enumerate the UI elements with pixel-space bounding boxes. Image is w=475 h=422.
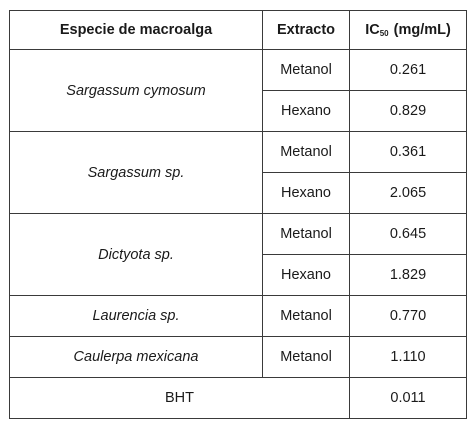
extract-cell: Metanol [263,132,350,173]
species-cell: Laurencia sp. [10,296,263,337]
ic50-cell: 0.829 [350,91,467,132]
extract-cell: Metanol [263,50,350,91]
extract-cell: Hexano [263,255,350,296]
species-cell: Caulerpa mexicana [10,337,263,378]
species-cell: Sargassum sp. [10,132,263,214]
table-row [10,50,467,91]
reference-row [10,378,467,419]
species-cell: Dictyota sp. [10,214,263,296]
ic50-table [9,10,467,419]
ic50-cell: 1.110 [350,337,467,378]
table-row [10,296,467,337]
extract-cell: Metanol [263,337,350,378]
species-cell: Sargassum cymosum [10,50,263,132]
ic50-cell: 2.065 [350,173,467,214]
table-row [10,132,467,173]
species-header: Especie de macroalga [10,11,263,50]
extract-cell: Metanol [263,214,350,255]
ic50-cell: 0.261 [350,50,467,91]
extract-header: Extracto [263,11,350,50]
ic50-cell: 0.011 [350,378,467,419]
reference-label-cell: BHT [10,378,350,419]
ic-label: IC [365,22,380,38]
extract-cell: Hexano [263,91,350,132]
extract-cell: Hexano [263,173,350,214]
ic-unit: (mg/mL) [389,22,451,38]
ic-subscript: 50 [379,29,389,38]
header-row [10,11,467,50]
ic50-cell: 0.361 [350,132,467,173]
table-row [10,337,467,378]
ic50-cell: 0.770 [350,296,467,337]
table-row [10,214,467,255]
ic50-cell: 1.829 [350,255,467,296]
ic50-header [350,11,467,50]
ic50-cell: 0.645 [350,214,467,255]
extract-cell: Metanol [263,296,350,337]
